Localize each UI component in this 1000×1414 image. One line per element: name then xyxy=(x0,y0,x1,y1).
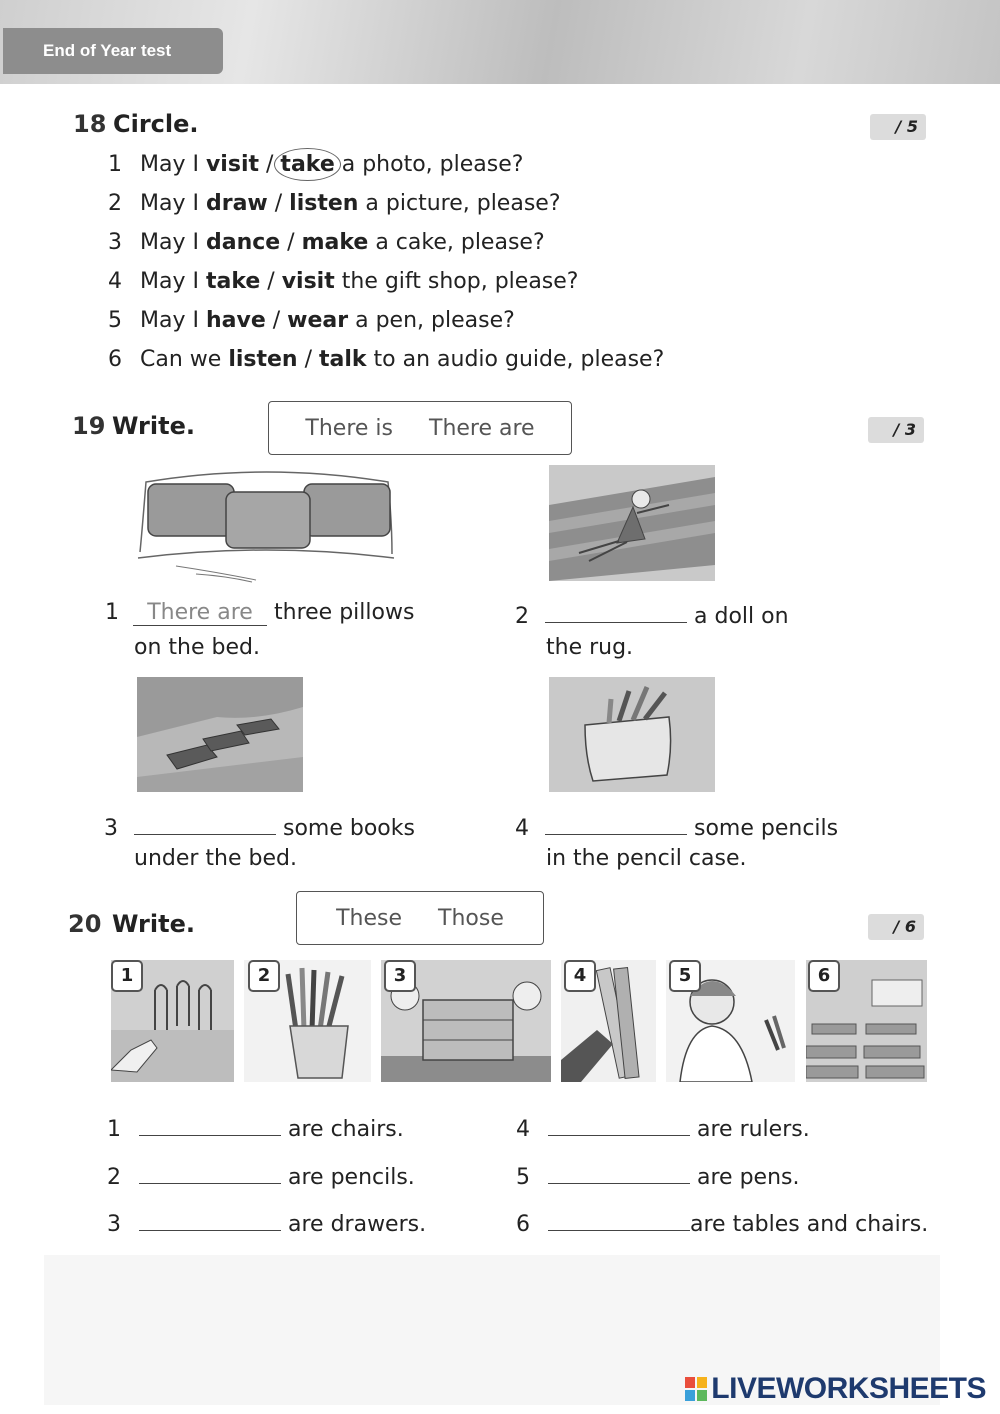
these-those-item-5: 5 are pens. xyxy=(516,1161,799,1190)
section-18-number: 18 xyxy=(73,110,107,138)
word-box-these-those xyxy=(296,891,544,945)
answer-blank-3[interactable] xyxy=(134,812,276,835)
circle-item-1: 1 May I visit / take a photo, please? xyxy=(108,152,524,177)
circle-item-2: 2 May I draw / listen a picture, please? xyxy=(108,191,561,216)
word-option: Those xyxy=(438,905,504,931)
write-item-2-line2: the rug. xyxy=(546,635,634,660)
option-b-circled[interactable]: take xyxy=(280,152,335,177)
write-item-2: 2 a doll on xyxy=(515,600,789,629)
pencil-case-image xyxy=(549,677,715,792)
these-those-item-6: 6 are tables and chairs. xyxy=(516,1208,928,1237)
circle-item-3: 3 May I dance / make a cake, please? xyxy=(108,230,545,255)
section-18-score: / 5 xyxy=(870,114,926,140)
answer-blank[interactable] xyxy=(548,1161,690,1184)
option-b[interactable]: make xyxy=(301,230,369,255)
answer-blank[interactable] xyxy=(139,1208,281,1231)
answer-blank-1[interactable]: There are xyxy=(133,600,267,626)
doll-on-rug-image xyxy=(549,465,715,581)
these-those-item-2: 2 are pencils. xyxy=(107,1161,415,1190)
liveworksheets-logo: LIVEWORKSHEETS xyxy=(685,1372,986,1406)
pillows-on-bed-image xyxy=(136,462,396,584)
circle-item-5: 5 May I have / wear a pen, please? xyxy=(108,308,515,333)
picture-number-5: 5 xyxy=(669,960,701,992)
option-b[interactable]: wear xyxy=(287,308,349,333)
these-those-item-4: 4 are rulers. xyxy=(516,1113,810,1142)
write-item-1: 1 There are three pillows xyxy=(105,600,415,625)
picture-number-3: 3 xyxy=(384,960,416,992)
logo-icon xyxy=(685,1377,707,1401)
section-19-score: / 3 xyxy=(868,417,924,443)
answer-blank[interactable] xyxy=(548,1113,690,1136)
option-b[interactable]: visit xyxy=(281,269,335,294)
option-a[interactable]: take xyxy=(205,269,261,294)
picture-number-4: 4 xyxy=(564,960,596,992)
word-box-there xyxy=(268,401,572,455)
section-20-title: Write. xyxy=(112,910,195,938)
option-b[interactable]: talk xyxy=(319,347,367,372)
word-option: There is xyxy=(305,415,393,441)
section-20-number: 20 xyxy=(68,910,102,938)
picture-number-6: 6 xyxy=(808,960,840,992)
picture-number-1: 1 xyxy=(111,960,143,992)
write-item-4: 4 some pencils xyxy=(515,812,838,841)
word-option: There are xyxy=(429,415,535,441)
section-20-score: / 6 xyxy=(868,914,924,940)
option-a[interactable]: draw xyxy=(205,191,268,216)
option-b[interactable]: listen xyxy=(289,191,359,216)
word-option: These xyxy=(336,905,403,931)
picture-number-2: 2 xyxy=(248,960,280,992)
answer-blank-4[interactable] xyxy=(545,812,687,835)
option-a[interactable]: have xyxy=(205,308,266,333)
write-item-4-line2: in the pencil case. xyxy=(546,846,747,871)
option-a[interactable]: visit xyxy=(205,152,260,177)
circle-item-4: 4 May I take / visit the gift shop, please? xyxy=(108,269,579,294)
answer-blank-2[interactable] xyxy=(545,600,687,623)
these-those-item-3: 3 are drawers. xyxy=(107,1208,426,1237)
page-header-title: End of Year test xyxy=(3,28,223,74)
circle-item-6: 6 Can we listen / talk to an audio guide, please? xyxy=(108,347,665,372)
answer-blank[interactable] xyxy=(139,1113,281,1136)
write-item-1-line2: on the bed. xyxy=(134,635,260,660)
answer-blank[interactable] xyxy=(139,1161,281,1184)
write-item-3-line2: under the bed. xyxy=(134,846,297,871)
option-a[interactable]: listen xyxy=(228,347,298,372)
section-19-title: Write. xyxy=(112,412,195,440)
books-under-bed-image xyxy=(137,677,303,792)
these-those-item-1: 1 are chairs. xyxy=(107,1113,404,1142)
section-18-title: Circle. xyxy=(113,110,199,138)
answer-blank[interactable] xyxy=(548,1208,690,1231)
section-19-number: 19 xyxy=(72,412,106,440)
option-a[interactable]: dance xyxy=(205,230,281,255)
write-item-3: 3 some books xyxy=(104,812,415,841)
